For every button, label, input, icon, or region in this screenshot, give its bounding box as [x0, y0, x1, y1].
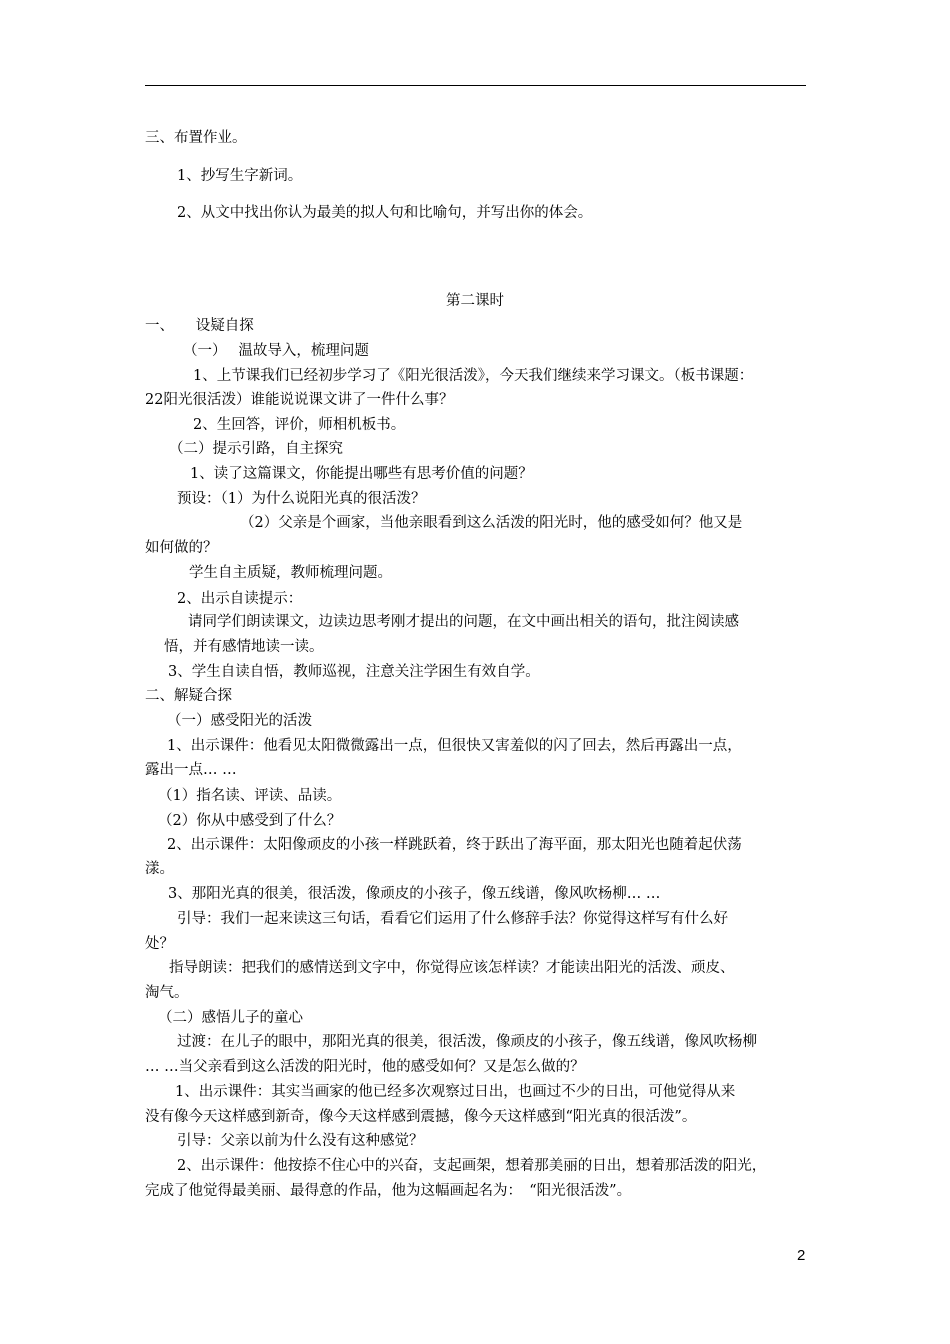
paragraph-line: 预设：（1）为什么说阳光真的很活泼？: [177, 491, 426, 507]
paragraph-line: （1）指名读、评读、品读。: [158, 788, 342, 804]
header-rule: [145, 85, 806, 86]
subsection-heading: （一）感受阳光的活泼: [167, 713, 312, 729]
paragraph-line: 1、出示课件：他看见太阳微微露出一点，但很快又害羞似的闪了回去，然后再露出一点，: [167, 738, 742, 754]
paragraph-line: 1、读了这篇课文，你能提出哪些有思考价值的问题？: [190, 466, 533, 482]
paragraph-line: 引导：我们一起来读这三句话，看看它们运用了什么修辞手法？你觉得这样写有什么好: [177, 911, 728, 927]
paragraph-line: 3、那阳光真的很美，很活泼，像顽皮的小孩子，像五线谱，像风吹杨柳… …: [168, 886, 661, 902]
paragraph-line: 2、出示课件：他按捺不住心中的兴奋，支起画架，想着那美丽的日出，想着那活泼的阳光，: [177, 1158, 767, 1174]
paragraph-line: 2、生回答，评价，师相机板书。: [193, 417, 406, 433]
paragraph-line: 2、出示课件：太阳像顽皮的小孩一样跳跃着，终于跃出了海平面，那太阳光也随着起伏荡: [167, 837, 742, 853]
paragraph-line: 完成了他觉得最美丽、最得意的作品，他为这幅画起名为： “阳光很活泼”。: [145, 1183, 632, 1199]
page-number: 2: [797, 1247, 806, 1264]
paragraph-line: 没有像今天这样感到新奇，像今天这样感到震撼，像今天这样感到“阳光真的很活泼”。: [145, 1109, 697, 1125]
paragraph-line: 如何做的？: [145, 540, 218, 556]
paragraph-line: 指导朗读：把我们的感情送到文字中，你觉得应该怎样读？才能读出阳光的活泼、顽皮、: [169, 960, 735, 976]
section-heading-1: 一、 设疑自探: [145, 318, 254, 334]
paragraph-line: 漾。: [145, 861, 174, 877]
paragraph-line: 请同学们朗读课文，边读边思考刚才提出的问题，在文中画出相关的语句，批注阅读感: [188, 614, 739, 630]
paragraph-line: 处？: [145, 936, 174, 952]
paragraph-line: 淘气。: [145, 985, 189, 1001]
paragraph-line: 悟，并有感情地读一读。: [164, 639, 324, 655]
subsection-heading: （一） 温故导入，梳理问题: [183, 343, 369, 359]
paragraph-line: … …当父亲看到这么活泼的阳光时，他的感受如何？又是怎么做的？: [145, 1059, 585, 1075]
paragraph-line: （2）父亲是个画家，当他亲眼看到这么活泼的阳光时，他的感受如何？他又是: [240, 515, 743, 531]
paragraph-line: 引导：父亲以前为什么没有这种感觉？: [177, 1133, 424, 1149]
subsection-heading: （二）提示引路，自主探究: [169, 441, 343, 457]
homework-item-2: 2、从文中找出你认为最美的拟人句和比喻句，并写出你的体会。: [177, 205, 593, 221]
paragraph-line: 1、出示课件：其实当画家的他已经多次观察过日出，也画过不少的日出，可他觉得从来: [175, 1084, 736, 1100]
paragraph-line: 3、学生自读自悟，教师巡视，注意关注学困生有效自学。: [168, 664, 540, 680]
paragraph-line: 过渡：在儿子的眼中，那阳光真的很美，很活泼，像顽皮的小孩子，像五线谱，像风吹杨柳: [177, 1034, 757, 1050]
section-heading-2: 二、解疑合探: [145, 688, 232, 704]
paragraph-line: 1、上节课我们已经初步学习了《阳光很活泼》，今天我们继续来学习课文。（板书课题：: [193, 368, 754, 384]
homework-heading: 三、布置作业。: [145, 130, 247, 146]
paragraph-line: 22阳光很活泼）谁能说说课文讲了一件什么事？: [145, 392, 454, 408]
paragraph-line: 露出一点… …: [145, 762, 237, 778]
paragraph-line: 2、出示自读提示：: [177, 591, 303, 607]
paragraph-line: 学生自主质疑，教师梳理问题。: [189, 565, 392, 581]
subsection-heading: （二）感悟儿子的童心: [158, 1010, 303, 1026]
paragraph-line: （2）你从中感受到了什么？: [158, 813, 342, 829]
lesson-title: 第二课时: [446, 293, 504, 309]
homework-item-1: 1、抄写生字新词。: [177, 168, 303, 184]
